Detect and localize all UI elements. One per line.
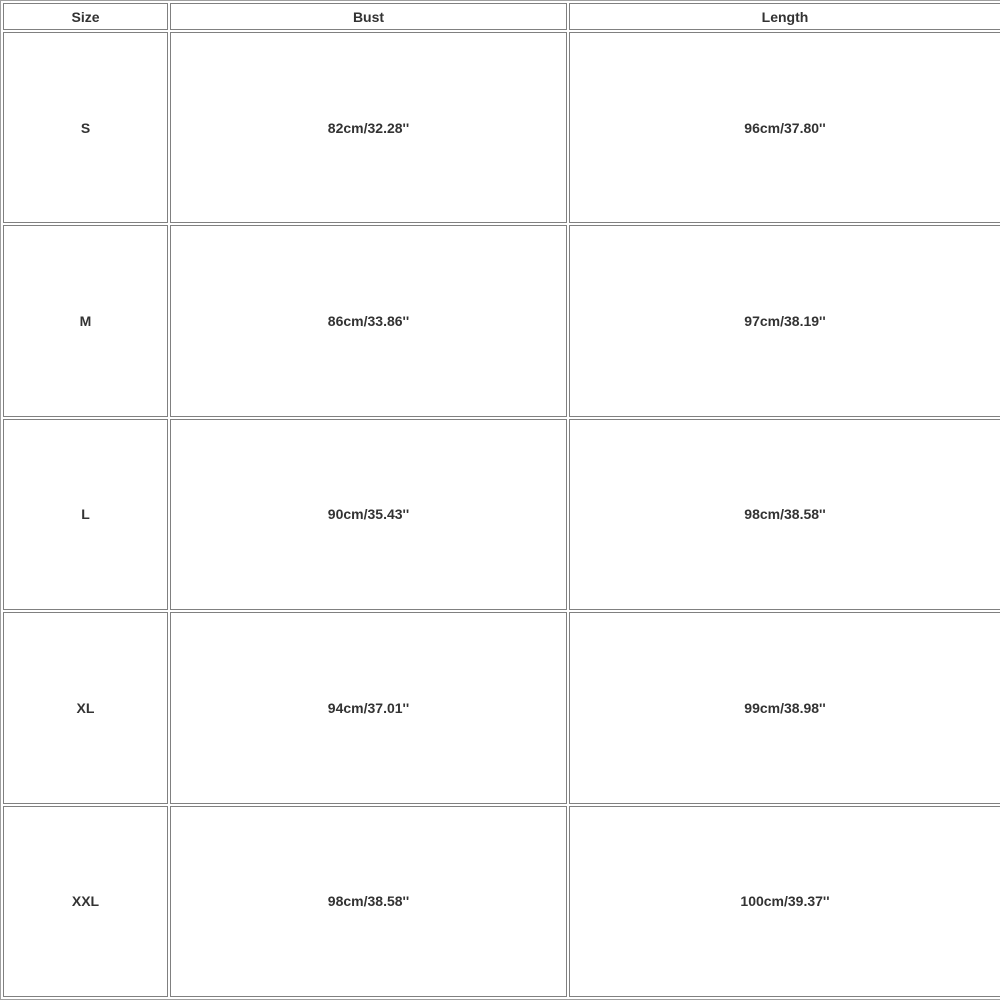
bust-cell: 94cm/37.01'' bbox=[170, 612, 567, 803]
header-bust: Bust bbox=[170, 3, 567, 30]
length-cell: 96cm/37.80'' bbox=[569, 32, 1000, 223]
size-cell: XXL bbox=[3, 806, 168, 997]
table-row bbox=[3, 225, 1000, 416]
size-cell: S bbox=[3, 32, 168, 223]
bust-cell: 90cm/35.43'' bbox=[170, 419, 567, 610]
bust-cell: 82cm/32.28'' bbox=[170, 32, 567, 223]
table-row bbox=[3, 32, 1000, 223]
header-size: Size bbox=[3, 3, 168, 30]
length-cell: 99cm/38.98'' bbox=[569, 612, 1000, 803]
size-cell: L bbox=[3, 419, 168, 610]
size-cell: XL bbox=[3, 612, 168, 803]
size-cell: M bbox=[3, 225, 168, 416]
table-row bbox=[3, 419, 1000, 610]
bust-cell: 98cm/38.58'' bbox=[170, 806, 567, 997]
table-row bbox=[3, 612, 1000, 803]
length-cell: 100cm/39.37'' bbox=[569, 806, 1000, 997]
bust-cell: 86cm/33.86'' bbox=[170, 225, 567, 416]
table-row bbox=[3, 806, 1000, 997]
header-row bbox=[3, 3, 1000, 30]
length-cell: 98cm/38.58'' bbox=[569, 419, 1000, 610]
header-length: Length bbox=[569, 3, 1000, 30]
length-cell: 97cm/38.19'' bbox=[569, 225, 1000, 416]
